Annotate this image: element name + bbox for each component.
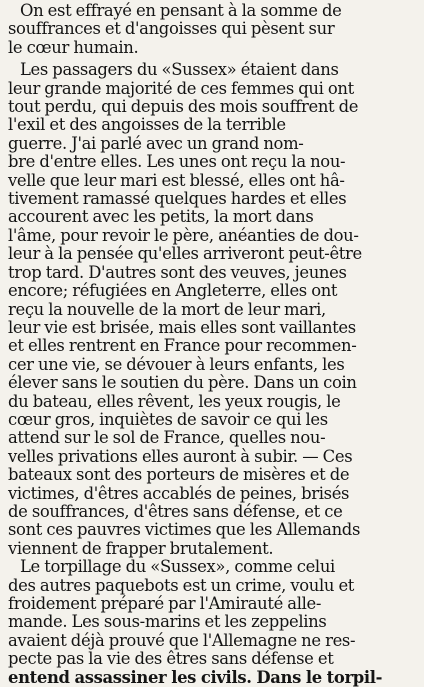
text-line: On est effrayé en pensant à la somme de (20, 1, 342, 20)
text-line: victimes, d'êtres accablés de peines, brisés (8, 483, 350, 503)
text-line: leur à la pensée qu'elles arriveront peut-être (8, 244, 362, 264)
text-line: Les passagers du «Sussex» étaient dans (20, 60, 339, 80)
text-line: souffrances et d'angoisses qui pèsent sur (8, 19, 335, 39)
text-line: des autres paquebots est un crime, voulu et (8, 575, 355, 595)
text-line: froidement préparé par l'Amirauté alle- (8, 594, 322, 613)
text-line: reçu la nouvelle de la mort de leur mari, (8, 299, 326, 319)
text-line: attend sur le sol de France, quelles nou- (8, 428, 326, 448)
text-line: bre d'entre elles. Les unes ont reçu la nou- (8, 152, 346, 172)
text-line: tivement ramassé quelques hardes et elles (8, 189, 347, 209)
paragraph-1 (8, 2, 414, 57)
text-line: mande. Les sous-marins et les zeppelins (8, 612, 327, 632)
text-line: sont ces pauvres victimes que les Allemands (8, 520, 361, 540)
text-line: élever sans le soutien du père. Dans un coin (8, 373, 357, 393)
text-line: velles privations elles auront à subir. — Ces (8, 446, 353, 466)
text-line: pecte pas la vie des êtres sans défense et (8, 649, 334, 669)
text-line: tout perdu, qui depuis des mois souffrent de (8, 97, 359, 117)
text-line: bateaux sont des porteurs de misères et de (8, 465, 350, 485)
text-line: velle que leur mari est blessé, elles ont hâ- (8, 170, 345, 190)
text-line: cer une vie, se dévouer à leurs enfants, les (8, 354, 345, 374)
text-line: leur vie est brisée, mais elles sont vaillantes (8, 317, 356, 337)
text-line: du bateau, elles rêvent, les yeux rougis, le (8, 391, 341, 411)
text-line: accourent avec les petits, la mort dans (8, 207, 314, 227)
text-line: Le torpillage du «Sussex», comme celui (20, 557, 335, 577)
text-line: le cœur humain. (8, 37, 139, 57)
text-line: leur grande majorité de ces femmes qui ont (8, 78, 354, 98)
text-line: trop tard. D'autres sont des veuves, jeunes (8, 262, 347, 282)
text-line: avaient déjà prouvé que l'Allemagne ne res- (8, 630, 356, 650)
paragraph-3 (8, 558, 414, 687)
paragraph-2 (8, 61, 414, 558)
text-line: l'âme, pour revoir le père, anéanties de dou- (8, 225, 359, 245)
text-line: et elles rentrent en France pour recommen- (8, 336, 357, 356)
text-line: entend assassiner les civils. Dans le torpil- (8, 667, 383, 687)
text-line: de souffrances, d'êtres sans défense, et ce (8, 501, 343, 521)
text-line: encore; réfugiées en Angleterre, elles ont (8, 281, 338, 301)
text-line: viennent de frapper brutalement. (8, 538, 274, 558)
text-line: guerre. J'ai parlé avec un grand nom- (8, 133, 304, 153)
text-line: cœur gros, inquiètes de savoir ce qui les (8, 409, 328, 429)
text-line: l'exil et des angoisses de la terrible (8, 115, 286, 135)
